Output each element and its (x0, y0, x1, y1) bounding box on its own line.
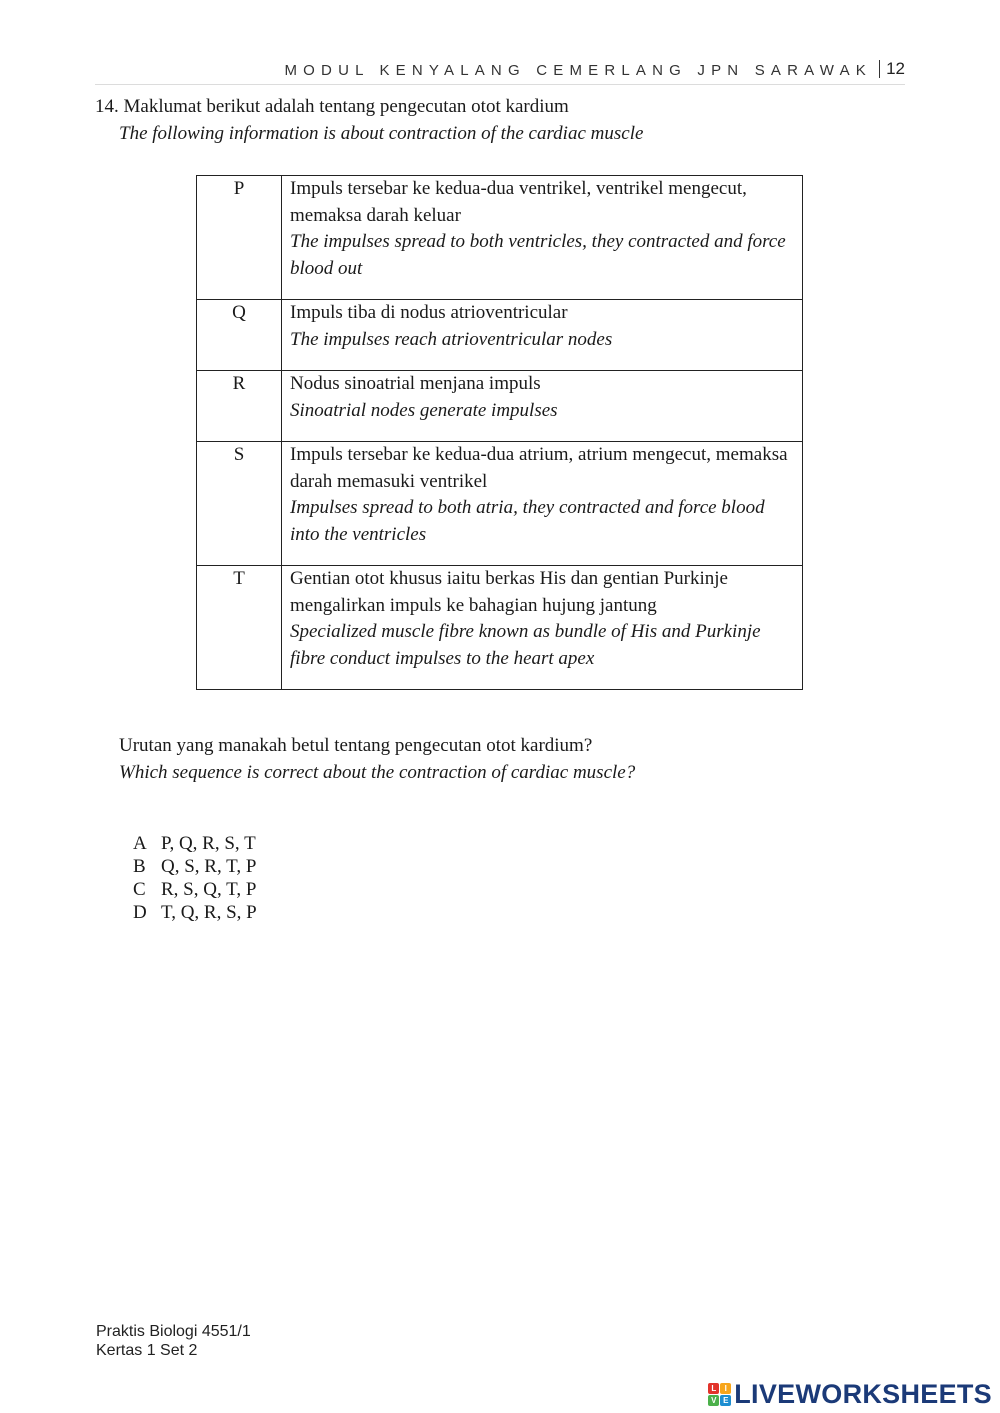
option-b[interactable] (133, 855, 257, 878)
logo-block: I (720, 1383, 731, 1394)
prompt-text: Urutan yang manakah betul tentang pengecutan otot kardium? (119, 735, 593, 756)
row-text-ms: Nodus sinoatrial menjana impuls (290, 373, 541, 394)
row-text-en: The impulses reach atrioventricular nodes (290, 328, 613, 350)
logo-blocks-icon (708, 1383, 731, 1406)
row-text-ms: Gentian otot khusus iaitu berkas His dan gentian Purkinje mengalirkan impuls ke bahagian hujung jantung (290, 568, 728, 616)
option-a[interactable] (133, 832, 257, 855)
row-description (282, 176, 803, 300)
row-label: S (197, 442, 282, 566)
option-text: P, Q, R, S, T (161, 833, 256, 854)
row-description (282, 442, 803, 566)
question-text: 14. Maklumat berikut adalah tentang pengecutan otot kardium (95, 96, 569, 117)
option-letter: C (133, 879, 146, 900)
row-text-en: Sinoatrial nodes generate impulses (290, 399, 558, 421)
footer-line-2: Kertas 1 Set 2 (96, 1342, 198, 1359)
footer-line-1: Praktis Biologi 4551/1 (96, 1323, 251, 1340)
page-header (95, 58, 905, 85)
option-text: T, Q, R, S, P (161, 902, 257, 923)
page-number: 12 (879, 60, 905, 78)
row-description (282, 300, 803, 371)
question-text-en: The following information is about contraction of the cardiac muscle (119, 123, 644, 144)
table-row (197, 300, 803, 371)
row-description (282, 371, 803, 442)
row-label: Q (197, 300, 282, 371)
row-label: P (197, 176, 282, 300)
option-text: Q, S, R, T, P (161, 856, 257, 877)
information-table (196, 175, 803, 690)
table-row (197, 371, 803, 442)
option-text: R, S, Q, T, P (161, 879, 257, 900)
row-text-en: The impulses spread to both ventricles, they contracted and force blood out (290, 231, 786, 279)
option-letter: D (133, 902, 147, 923)
option-d[interactable] (133, 901, 257, 924)
logo-text: LIVEWORKSHEETS (734, 1378, 992, 1409)
page-footer (96, 1322, 251, 1360)
logo-block: L (708, 1383, 719, 1394)
logo-block: V (708, 1395, 719, 1406)
row-text-en: Impulses spread to both atria, they contracted and force blood into the ventricles (290, 497, 765, 545)
row-description (282, 566, 803, 690)
row-label: T (197, 566, 282, 690)
row-text-ms: Impuls tersebar ke kedua-dua atrium, atrium mengecut, memaksa darah memasuki ventrikel (290, 444, 788, 492)
liveworksheets-logo[interactable] (708, 1378, 992, 1410)
logo-block: E (720, 1395, 731, 1406)
row-text-en: Specialized muscle fibre known as bundle of His and Purkinje fibre conduct impulses to the heart apex (290, 621, 761, 669)
row-text-ms: Impuls tersebar ke kedua-dua ventrikel, ventrikel mengecut, memaksa darah keluar (290, 178, 747, 226)
row-label: R (197, 371, 282, 442)
table-row (197, 566, 803, 690)
answer-options (133, 832, 257, 924)
row-text-ms: Impuls tiba di nodus atrioventricular (290, 302, 568, 323)
option-letter: B (133, 856, 146, 877)
table-row (197, 176, 803, 300)
option-letter: A (133, 833, 147, 854)
prompt-text-en: Which sequence is correct about the contraction of cardiac muscle? (119, 762, 636, 783)
table-row (197, 442, 803, 566)
module-title: MODUL KENYALANG CEMERLANG JPN SARAWAK (284, 62, 872, 79)
option-c[interactable] (133, 878, 257, 901)
